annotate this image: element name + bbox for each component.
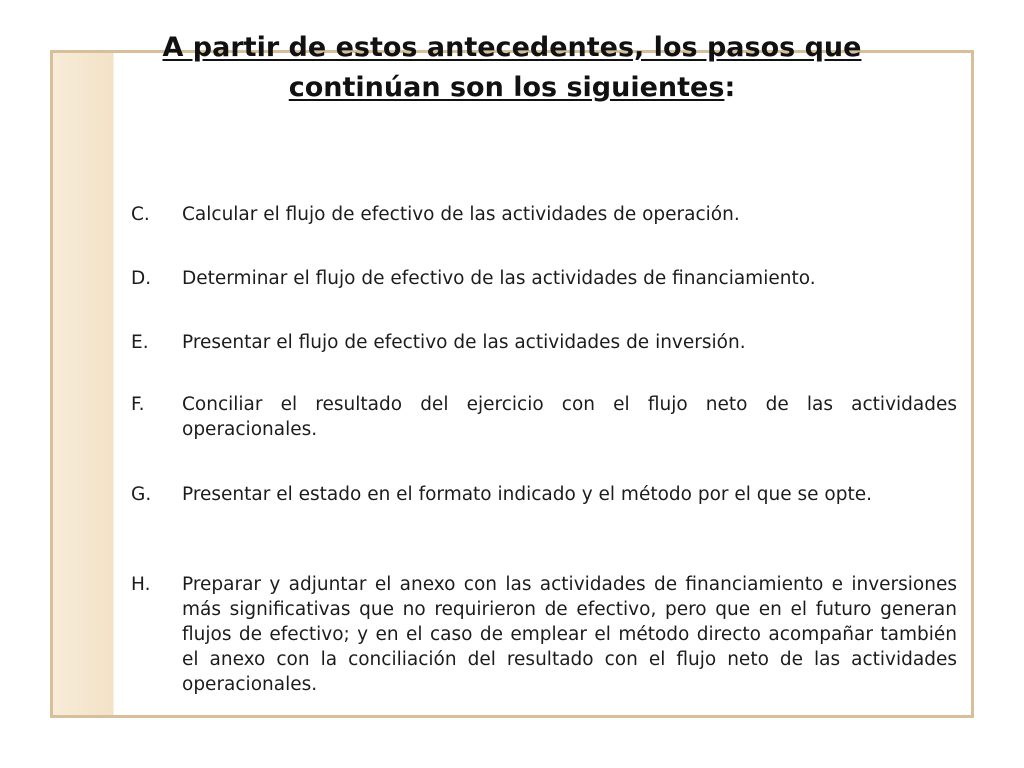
list-marker: D. (131, 268, 152, 289)
list-item-text: Conciliar el resultado del ejercicio con el flujo neto de las actividades operacionales. (182, 394, 957, 440)
list-item-text: Determinar el flujo de efectivo de las actividades de financiamiento. (182, 268, 816, 289)
list-item (131, 266, 957, 291)
slide-title (0, 28, 1024, 108)
list-item-text: Preparar y adjuntar el anexo con las actividades de financiamiento e inversiones más significativas que no requirieron de efectivo, pero que en el futuro generan flujos de efectivo; y en el caso de emplear el método directo acompañar también el anexo con la conciliación del resultado con el flujo neto de las actividades operacionales. (182, 574, 957, 695)
list-item-text: Presentar el flujo de efectivo de las actividades de inversión. (182, 332, 746, 353)
list-item (131, 202, 957, 227)
list-marker: F. (131, 394, 145, 415)
list-item (131, 482, 957, 507)
list-item (131, 572, 957, 697)
list-item-text: Calcular el flujo de efectivo de las actividades de operación. (182, 204, 740, 225)
list-item-text: Presentar el estado en el formato indicado y el método por el que se opte. (182, 484, 873, 505)
list-item (131, 330, 957, 355)
list-marker: E. (131, 332, 149, 353)
title-colon: : (724, 72, 736, 103)
list-marker: H. (131, 574, 151, 595)
title-line-2: continúan son los siguientes (288, 72, 725, 103)
title-line-1: A partir de estos antecedentes, los pasos que (162, 32, 862, 63)
list-item (131, 392, 957, 442)
list-marker: C. (131, 204, 150, 225)
list-marker: G. (131, 484, 152, 505)
